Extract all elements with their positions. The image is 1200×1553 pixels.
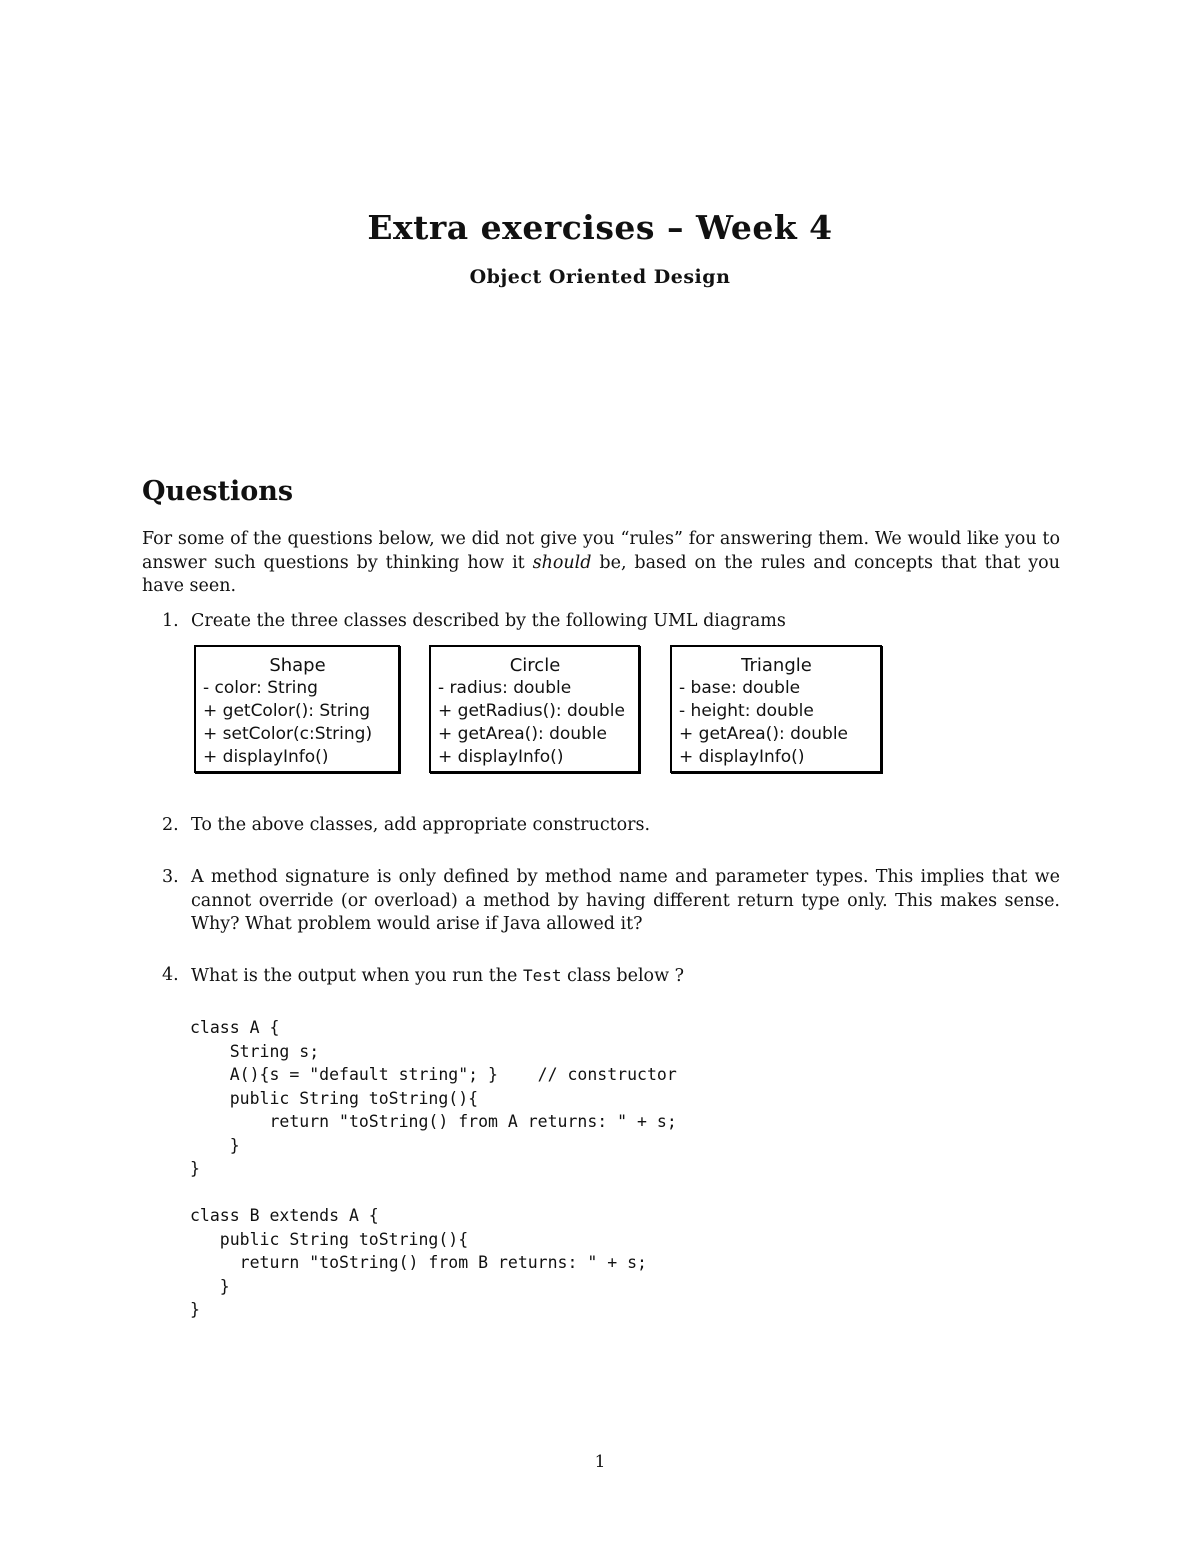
section-heading: Questions [142,476,294,507]
uml-class-name: Triangle [741,655,812,676]
question-3 [142,866,1060,937]
uml-member: + displayInfo() [438,747,564,767]
intro-emphasis: should [532,552,592,573]
question-text-before: What is the output when you run the [191,966,523,986]
question-4 [142,964,1060,989]
uml-member: - color: String [203,678,318,698]
uml-class-shape [194,645,400,773]
question-1 [142,610,1060,634]
intro-paragraph [142,528,1060,599]
question-2 [142,814,1060,838]
document-title: Extra exercises – Week 4 [367,208,833,247]
uml-member: + getArea(): double [679,724,849,744]
intro-text-part1: For some of the questions below, we did not give you “rules” for answering them. We would like you to answer such questions by thinking how it [142,529,1060,573]
uml-member: + getArea(): double [438,724,608,744]
uml-member: - radius: double [438,678,572,698]
uml-class-name: Circle [509,655,561,676]
question-number: 3. [162,867,179,887]
question-number: 4. [162,965,179,985]
document-subtitle: Object Oriented Design [469,266,731,288]
uml-member: + getColor(): String [203,701,371,721]
question-number: 2. [162,815,179,835]
question-number: 1. [162,611,179,631]
page-number: 1 [594,1452,606,1472]
question-text-after: class below ? [561,966,685,986]
intro-text-part2: be, based on the rules and concepts that that you have seen. [142,552,1060,596]
uml-member: + getRadius(): double [438,701,625,721]
inline-code-class-name: Test [522,966,562,985]
question-text: A method signature is only defined by method name and parameter types. This implies that we cannot override (or overload) a method by having different return type only. This makes sense. Why? What problem would arise if Java allowed it? [191,867,1060,934]
uml-class-triangle [670,645,882,773]
question-text: To the above classes, add appropriate constructors. [191,815,651,835]
question-text [191,964,1060,989]
uml-member: + displayInfo() [203,747,329,767]
question-text: Create the three classes described by the following UML diagrams [191,611,786,631]
uml-member: + setColor(c:String) [203,724,373,744]
code-listing: class A { String s; A(){s = "default string"; } // constructor public String toString(){ return "toString() from A returns: " + s; } } class B extends A { public String toString(){ return "toString() from B returns: " + s; } } [190,1018,677,1319]
uml-member: - base: double [679,678,801,698]
uml-class-name: Shape [269,655,326,676]
uml-member: - height: double [679,701,814,721]
uml-class-circle [429,645,640,773]
uml-member: + displayInfo() [679,747,805,767]
